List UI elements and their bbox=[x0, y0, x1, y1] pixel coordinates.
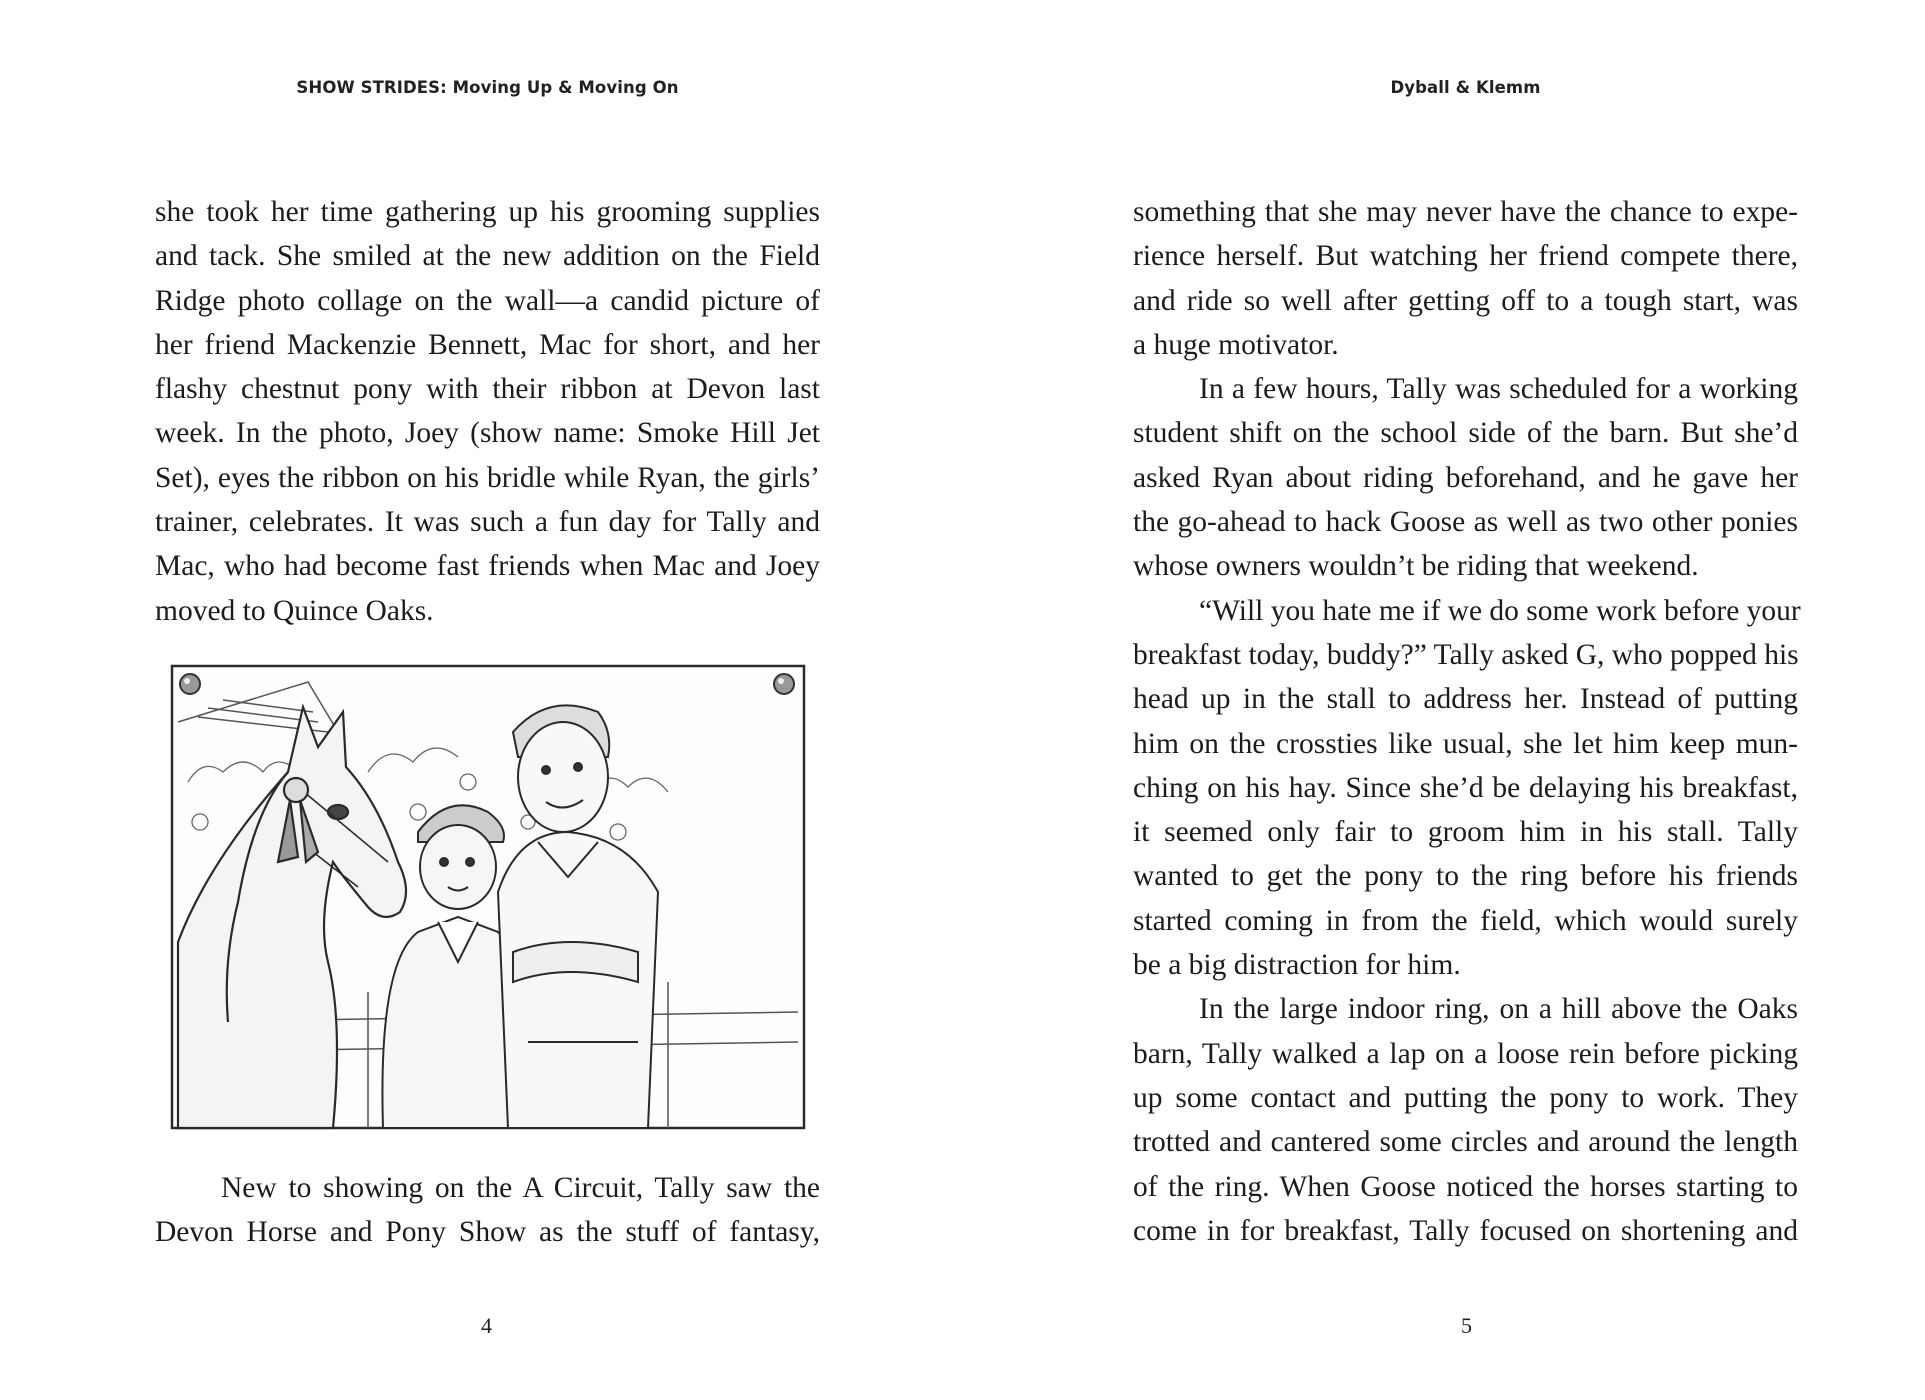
text-line: New to showing on the A Circuit, Tally saw the bbox=[221, 1172, 820, 1204]
text-line: it seemed only fair to groom him in his stall. Tally bbox=[1133, 816, 1798, 849]
text-line: wanted to get the pony to the ring before his friends bbox=[1133, 860, 1798, 893]
text-line: her friend Mackenzie Bennett, Mac for short, and her bbox=[155, 328, 820, 361]
text-line: started coming in from the field, which would surely bbox=[1133, 904, 1798, 937]
text-line: up some contact and putting the pony to work. They bbox=[1133, 1081, 1798, 1114]
text-line: head up in the stall to address her. Instead of putting bbox=[1133, 683, 1798, 716]
text-line: asked Ryan about riding beforehand, and he gave her bbox=[1133, 461, 1798, 494]
right-page bbox=[963, 0, 1925, 1400]
text-line: week. In the photo, Joey (show name: Smoke Hill Jet bbox=[155, 417, 820, 450]
pin-icon bbox=[180, 674, 200, 694]
illustration-photo bbox=[168, 662, 808, 1132]
text-line: Set), eyes the ribbon on his bridle while Ryan, the girls’ bbox=[155, 461, 820, 494]
left-page bbox=[0, 0, 962, 1400]
text-line: barn, Tally walked a lap on a loose rein before picking bbox=[1133, 1037, 1798, 1070]
text-line: be a big distraction for him. bbox=[1133, 949, 1461, 982]
text-line: moved to Quince Oaks. bbox=[155, 594, 434, 627]
text-line: and tack. She smiled at the new addition on the Field bbox=[155, 240, 820, 273]
text-line: trainer, celebrates. It was such a fun day for Tally and bbox=[155, 506, 820, 539]
text-line: the go-ahead to hack Goose as well as two other ponies bbox=[1133, 506, 1798, 539]
text-line: rience herself. But watching her friend compete there, bbox=[1133, 240, 1798, 273]
text-line: of the ring. When Goose noticed the horses starting to bbox=[1133, 1170, 1798, 1203]
text-line: breakfast today, buddy?” Tally asked G, who popped his bbox=[1133, 638, 1799, 671]
running-head-title: SHOW STRIDES: Moving Up & Moving On bbox=[296, 78, 679, 97]
paragraph bbox=[155, 190, 820, 633]
text-line: come in for breakfast, Tally focused on shortening and bbox=[1133, 1214, 1798, 1247]
running-head-authors: Dyball & Klemm bbox=[1390, 78, 1541, 97]
pin-icon bbox=[774, 674, 794, 694]
text-line: a huge motivator. bbox=[1133, 328, 1339, 361]
text-line: Ridge photo collage on the wall—a candid picture of bbox=[155, 284, 820, 317]
text-line: something that she may never have the chance to expe- bbox=[1133, 196, 1798, 228]
text-line: In the large indoor ring, on a hill above the Oaks bbox=[1199, 993, 1798, 1026]
text-line: whose owners wouldn’t be riding that weekend. bbox=[1133, 550, 1699, 583]
text-line: flashy chestnut pony with their ribbon at Devon last bbox=[155, 373, 820, 406]
text-line: Devon Horse and Pony Show as the stuff of fantasy, bbox=[155, 1216, 820, 1249]
text-line: trotted and cantered some circles and around the length bbox=[1133, 1126, 1798, 1159]
page-number: 5 bbox=[1461, 1313, 1472, 1338]
page-number: 4 bbox=[481, 1313, 492, 1338]
text-line: student shift on the school side of the barn. But she’d bbox=[1133, 417, 1798, 450]
text-line: ching on his hay. Since she’d be delaying his breakfast, bbox=[1133, 771, 1798, 804]
body-text bbox=[1133, 190, 1801, 1253]
text-line: him on the crossties like usual, she let him keep mun- bbox=[1133, 727, 1798, 760]
text-line: Mac, who had become fast friends when Mac and Joey bbox=[155, 550, 820, 583]
text-line: In a few hours, Tally was scheduled for a working bbox=[1199, 373, 1798, 406]
paragraph bbox=[155, 1166, 820, 1255]
text-line: “Will you hate me if we do some work before your bbox=[1199, 594, 1801, 627]
text-line: she took her time gathering up his grooming supplies bbox=[155, 196, 820, 228]
text-line: and ride so well after getting off to a tough start, was bbox=[1133, 284, 1798, 317]
